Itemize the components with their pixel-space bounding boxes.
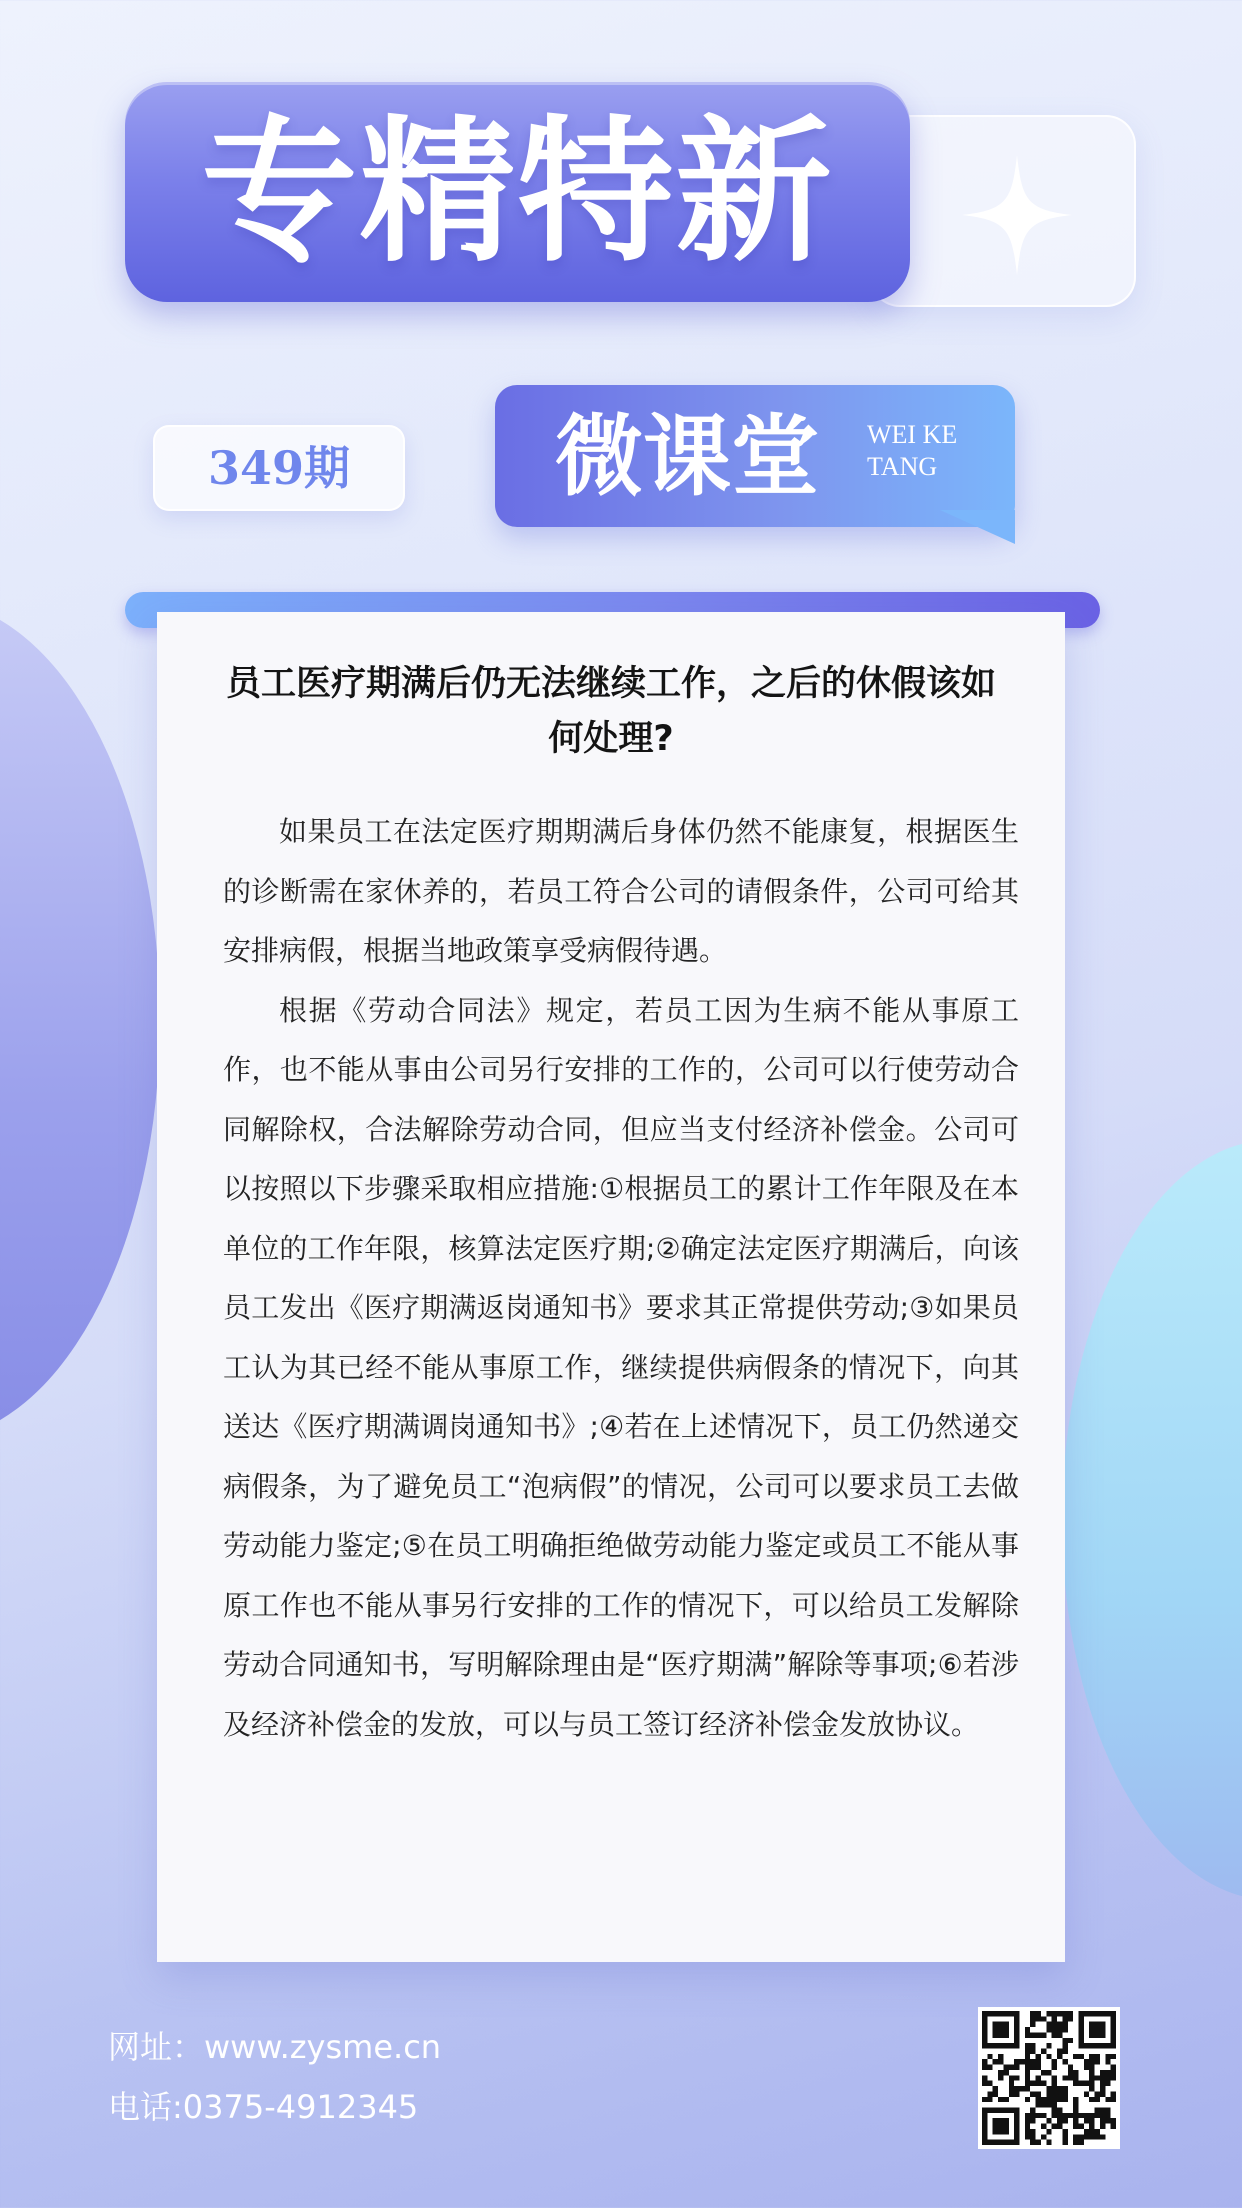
- section-subtitle-line1: WEI KE: [867, 420, 958, 449]
- main-title: 专精特新: [201, 100, 834, 283]
- article-body: [223, 802, 1019, 1754]
- website-text[interactable]: 网址：www.zysme.cn: [108, 2028, 442, 2066]
- article-card: [157, 612, 1065, 1962]
- article-paragraph-2: 根据《劳动合同法》规定，若员工因为生病不能从事原工作，也不能从事由公司另行安排的工作的，公司可以行使劳动合同解除权，合法解除劳动合同，但应当支付经济补偿金。公司可以按照以下步骤采取相应措施:①根据员工的累计工作年限及在本单位的工作年限，核算法定医疗期;②确定法定医疗期满后，向该员工发出《医疗期满返岗通知书》要求其正常提供劳动;③如果员工认为其已经不能从事原工作，继续提供病假条的情况下，向其送达《医疗期满调岗通知书》;④若在上述情况下，员工仍然递交病假条，为了避免员工“泡病假”的情况，公司可以要求员工去做劳动能力鉴定;⑤在员工明确拒绝做劳动能力鉴定或员工不能从事原工作也不能从事另行安排的工作的情况下，可以给员工发解除劳动合同通知书，写明解除理由是“医疗期满”解除等事项;⑥若涉及经济补偿金的发放，可以与员工签订经济补偿金发放协议。: [223, 993, 1019, 1741]
- issue-badge: 349期: [153, 425, 405, 511]
- section-title: 微课堂: [555, 404, 820, 508]
- title-banner: [125, 82, 910, 302]
- article-paragraph-1: 如果员工在法定医疗期期满后身体仍然不能康复，根据医生的诊断需在家休养的，若员工符合公司的请假条件，公司可给其安排病假，根据当地政策享受病假待遇。: [223, 815, 1019, 967]
- phone-text: 电话:0375-4912345: [108, 2088, 419, 2126]
- background-blob-left: [0, 600, 160, 1440]
- speech-bubble-tail: [940, 510, 1015, 544]
- article-title: 员工医疗期满后仍无法继续工作，之后的休假该如何处理?: [225, 664, 996, 759]
- section-subtitle: [867, 419, 1007, 483]
- background-blob-right: [1062, 1140, 1242, 1900]
- section-banner: [495, 385, 1015, 527]
- sparkle-icon: [962, 155, 1072, 275]
- section-subtitle-line2: TANG: [867, 452, 938, 481]
- qr-code-icon: [978, 2007, 1120, 2149]
